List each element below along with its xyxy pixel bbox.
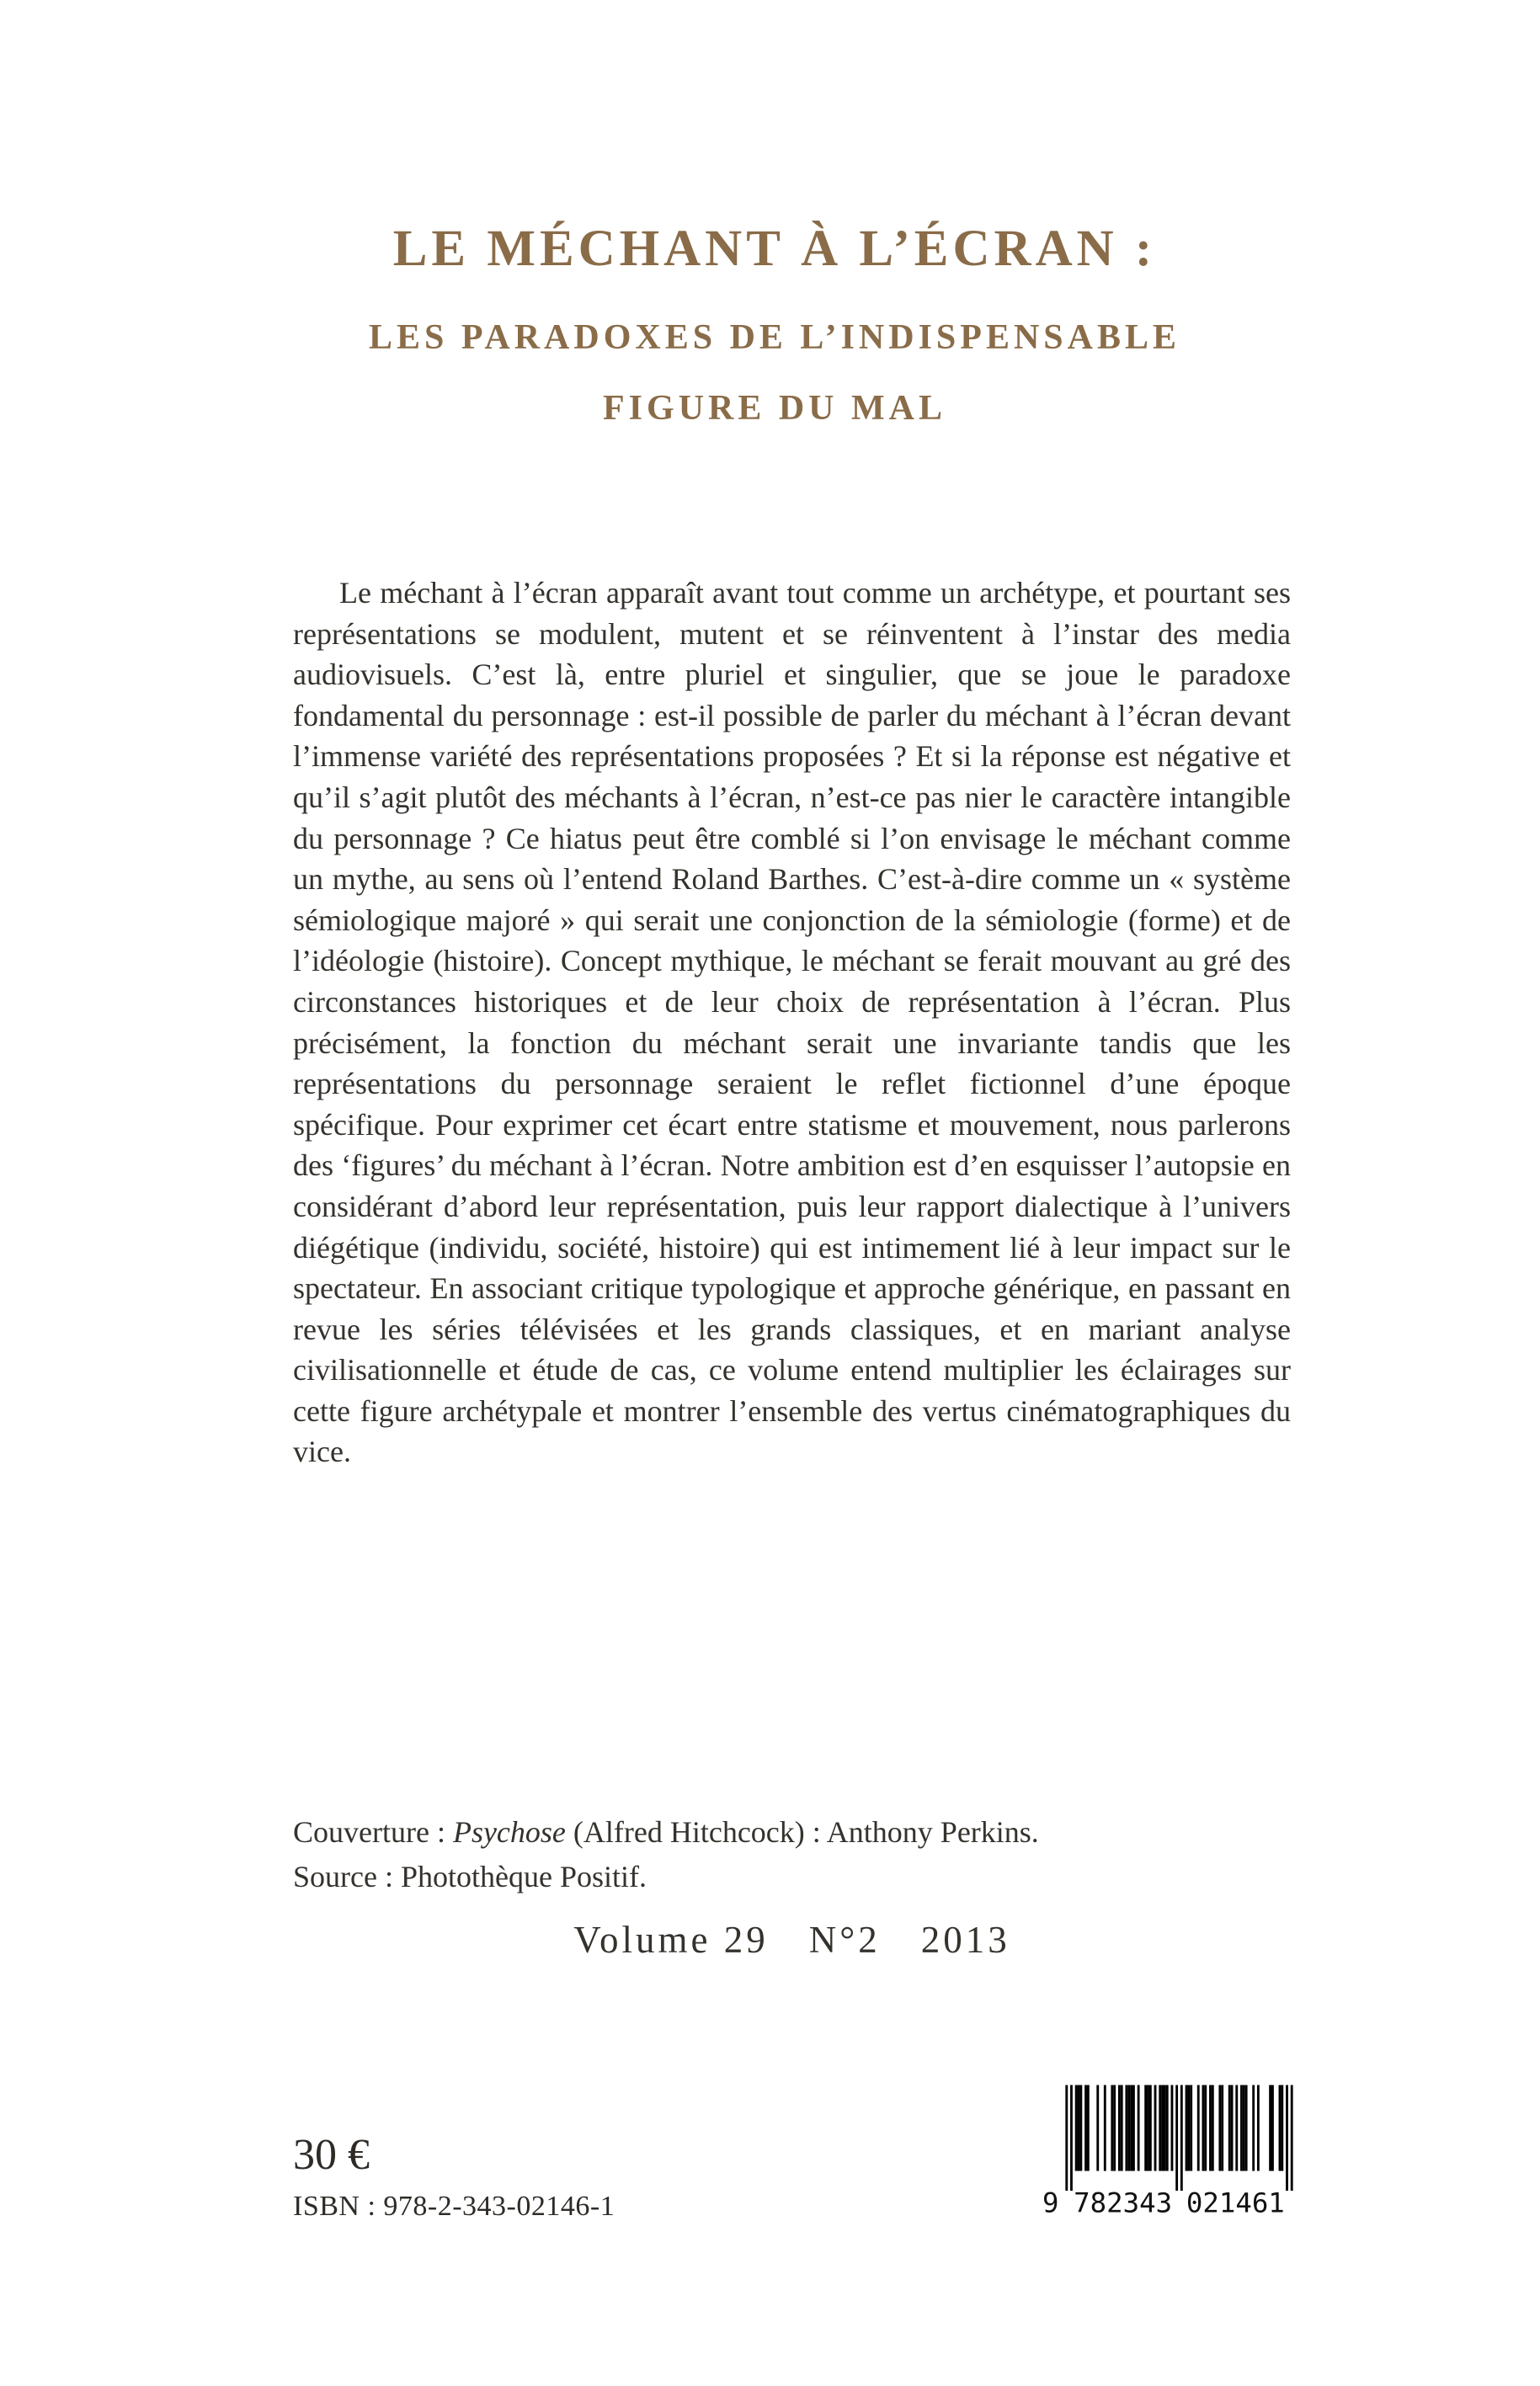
ean13-barcode [1037, 2083, 1298, 2219]
issue-number: N°2 [808, 1919, 881, 1961]
isbn: ISBN : 978-2-343-02146-1 [293, 2191, 615, 2222]
cover-credit-prefix: Couverture : [293, 1815, 453, 1849]
price-block [293, 2132, 615, 2223]
cover-credit [293, 1810, 1291, 1855]
synopsis-paragraph: Le méchant à l’écran apparaît avant tout comme un archétype, et pourtant ses représentations se modulent, mutent et se réinventent à l’instar des media audiovisuels. C’est là, entre pluriel et singulier, que se joue le paradoxe fondamental du personnage : est-il possible de parler du méchant à l’écran devant l’immense variété des représentations proposées ? Et si la réponse est négative et qu’il s’agit plutôt des méchants à l’écran, n’est-ce pas nier le caractère intangible du personnage ? Ce hiatus peut être comblé si l’on envisage le méchant comme un mythe, au sens où l’entend Roland Barthes. C’est-à-dire comme un « système sémiologique majoré » qui serait une conjonction de la sémiologie (forme) et de l’idéologie (histoire). Concept mythique, le méchant se ferait mouvant au gré des circonstances historiques et de leur choix de représentation à l’écran. Plus précisément, la fonction du méchant serait une invariante tandis que les représentations du personnage seraient le reflet fictionnel d’une époque spécifique. Pour exprimer cet écart entre statisme et mouvement, nous parlerons des ‘figures’ du méchant à l’écran. Notre ambition est d’en esquisser l’autopsie en considérant d’abord leur représentation, puis leur rapport dialectique à l’univers diégétique (individu, société, histoire) qui est intimement lié à leur impact sur le spectateur. En associant critique typologique et approche générique, en passant en revue les séries télévisées et les grands classiques, et en mariant analyse civilisationnelle et étude de cas, ce volume entend multiplier les éclairages sur cette figure archétypale et montrer l’ensemble des vertus cinématographiques du vice. [293, 576, 1291, 1469]
title-block [253, 221, 1297, 444]
credits-block [293, 1810, 1291, 1899]
svg-text:782343: 782343 [1074, 2186, 1173, 2219]
year: 2013 [920, 1919, 1010, 1961]
volume-label: Volume 29 [573, 1919, 769, 1961]
cover-credit-suffix: (Alfred Hitchcock) : Anthony Perkins. [565, 1815, 1039, 1849]
book-title: LE MÉCHANT À L’ÉCRAN : [392, 221, 1157, 277]
volume-line [293, 1918, 1291, 1962]
price: 30 € [293, 2131, 370, 2179]
svg-text:021461: 021461 [1186, 2186, 1285, 2219]
svg-text:9: 9 [1042, 2186, 1059, 2219]
cover-film-title: Psychose [452, 1815, 566, 1849]
book-subtitle-line2: FIGURE DU MAL [603, 389, 946, 429]
barcode-bars [1037, 2083, 1298, 2219]
source-credit: Source : Photothèque Positif. [293, 1860, 647, 1893]
book-subtitle-line1: LES PARADOXES DE L’INDISPENSABLE [368, 318, 1181, 358]
